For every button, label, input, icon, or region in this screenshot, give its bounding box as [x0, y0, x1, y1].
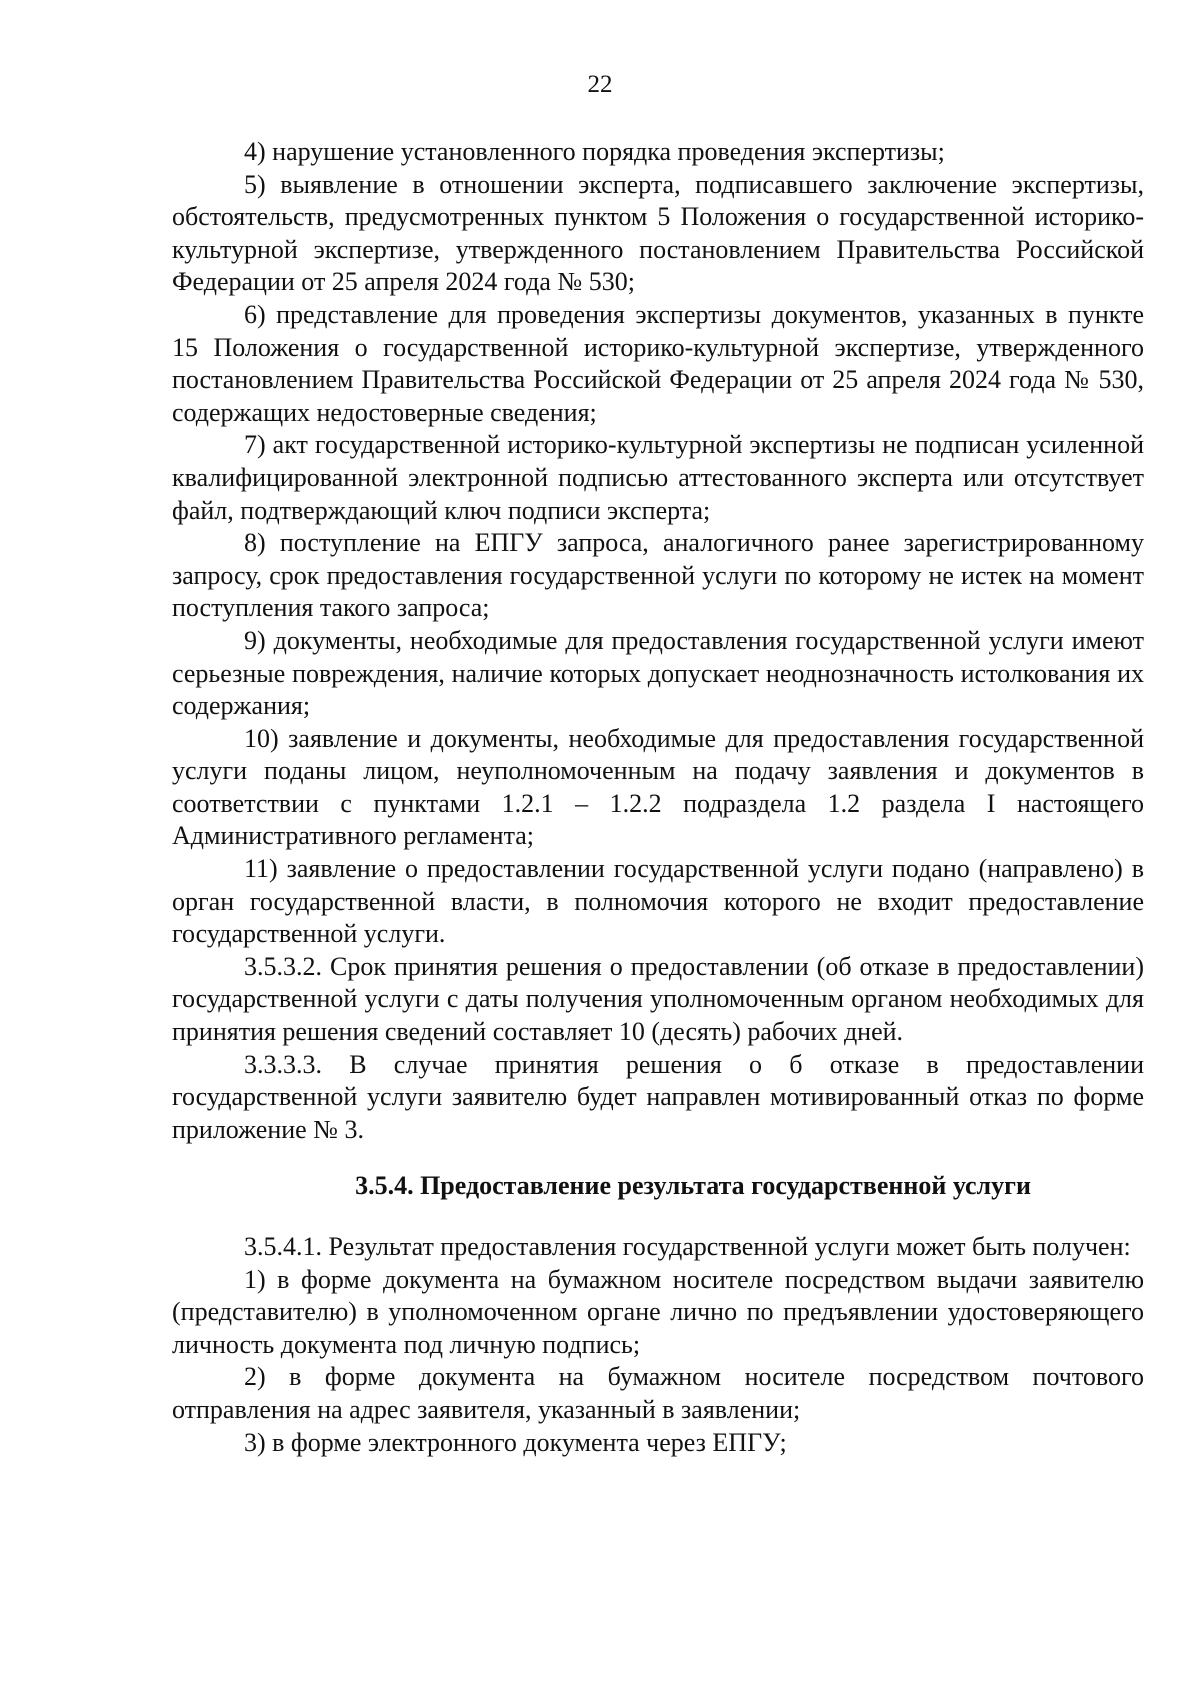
- clause-3-5-3-2: 3.5.3.2. Срок принятия решения о предоставлении (об отказе в предоставлении) государственной услуги с даты получения уполномоченным органом необходимых для принятия решения сведений составляет 10 (десять) рабочих дней.: [172, 951, 1144, 1047]
- result-option-2: 2) в форме документа на бумажном носителе посредством почтового отправления на адрес заявителя, указанный в заявлении;: [172, 1362, 1144, 1424]
- document-body: [172, 136, 1144, 1459]
- list-item-6: 6) представление для проведения экспертизы документов, указанных в пункте 15 Положения о государственной историко-культурной экспертизе, утвержденного постановлением Правительства Российской Федерации от 25 апреля 2024 года № 530, содержащих недостоверные сведения;: [172, 299, 1144, 427]
- list-item-10: 10) заявление и документы, необходимые для предоставления государственной услуги поданы лицом, неуполномоченным на подачу заявления и документов в соответствии с пунктами 1.2.1 – 1.2.2 подраздела 1.2 раздела I настоящего Административного регламента;: [172, 723, 1144, 851]
- clause-3-5-4-1: 3.5.4.1. Результат предоставления государственной услуги может быть получен:: [244, 1232, 1131, 1261]
- list-item-8: 8) поступление на ЕПГУ запроса, аналогичного ранее зарегистрированному запросу, срок предоставления государственной услуги по которому не истек на момент поступления такого запроса;: [172, 528, 1144, 623]
- list-item-5: 5) выявление в отношении эксперта, подписавшего заключение экспертизы, обстоятельств, предусмотренных пунктом 5 Положения о государственной историко-культурной экспертизе, утвержденного постановлением Правительства Российской Федерации от 25 апреля 2024 года № 530;: [172, 169, 1144, 297]
- list-item-4: 4) нарушение установленного порядка проведения экспертизы;: [244, 137, 945, 166]
- list-item-9: 9) документы, необходимые для предоставления государственной услуги имеют серьезные повреждения, наличие которых допускает неоднозначность истолкования их содержания;: [172, 625, 1144, 721]
- list-item-11: 11) заявление о предоставлении государственной услуги подано (направлено) в орган государственной власти, в полномочия которого не входит предоставление государственной услуги.: [172, 854, 1144, 949]
- list-item-7: 7) акт государственной историко-культурной экспертизы не подписан усиленной квалифицированной электронной подписью аттестованного эксперта или отсутствует файл, подтверждающий ключ подписи эксперта;: [172, 430, 1144, 525]
- result-option-1: 1) в форме документа на бумажном носителе посредством выдачи заявителю (представителю) в уполномоченном органе лично по предъявлении удостоверяющего личность документа под личную подпись;: [172, 1264, 1144, 1359]
- clause-3-3-3-3: 3.3.3.3. В случае принятия решения о б отказе в предоставлении государственной услуги заявителю будет направлен мотивированный отказ по форме приложение № 3.: [172, 1049, 1144, 1144]
- page-number: 22: [587, 71, 613, 98]
- section-heading: 3.5.4. Предоставление результата государственной услуги: [355, 1171, 1031, 1201]
- result-option-3: 3) в форме электронного документа через ЕПГУ;: [244, 1427, 787, 1457]
